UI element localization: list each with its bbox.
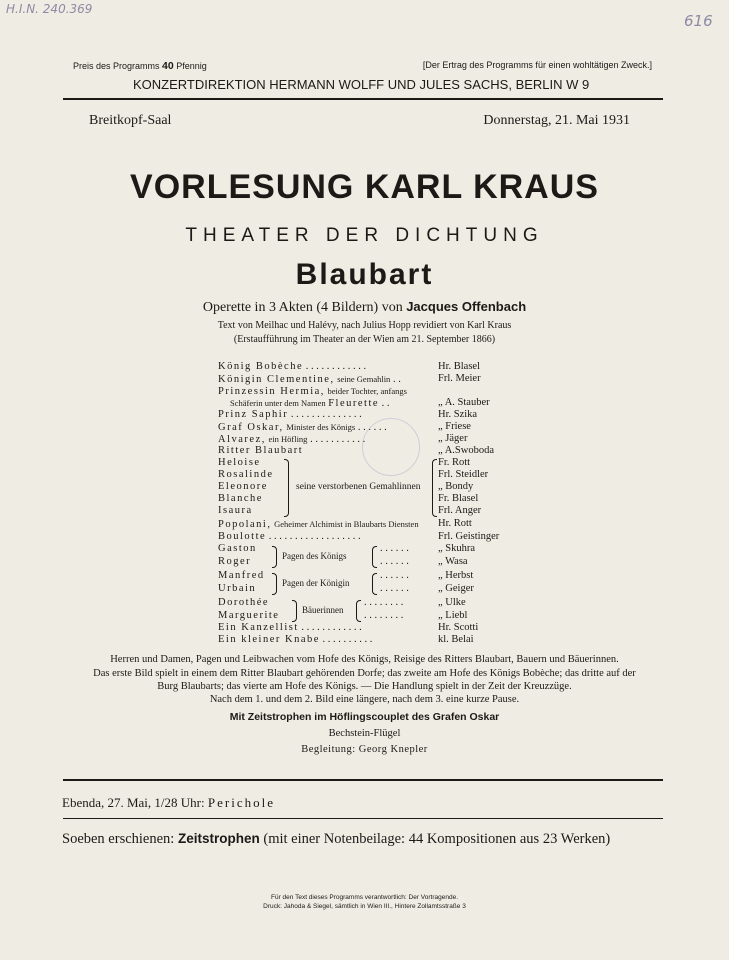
left-brace xyxy=(284,459,289,517)
cast-row xyxy=(218,493,263,505)
role-name: König Bobèche xyxy=(218,361,304,372)
role-name: Popolani, xyxy=(218,519,272,530)
role-name: Boulotte xyxy=(218,531,267,542)
role-name: Königin Clementine, xyxy=(218,374,335,385)
leader-dots: . . . . . . . . xyxy=(364,597,404,608)
leader-dots: . . . . . . xyxy=(380,570,409,581)
footer-printer: Druck: Jahoda & Siegel, sämtlich in Wien III., Hintere Zollamtsstraße 3 xyxy=(263,903,466,910)
leader-dots: . . . . . . xyxy=(380,556,409,567)
actor-name: Hr. Scotti xyxy=(438,622,479,633)
role-name: Ritter Blaubart xyxy=(218,445,304,456)
cast-row: Alvarez, ein Höfling . . . . . . . . . . . xyxy=(218,434,366,445)
role-note: Schäferin unter dem Namen xyxy=(230,398,326,408)
actor-name: kl. Belai xyxy=(438,634,474,645)
role-note: Minister des Königs xyxy=(286,422,356,432)
concert-date: Donnerstag, 21. Mai 1931 xyxy=(483,113,630,128)
work-title: Blaubart xyxy=(295,258,434,291)
role-name: Manfred xyxy=(218,570,265,581)
leader-dots: . . . . . . xyxy=(380,583,409,594)
role-note: beider Tochter, anfangs xyxy=(327,386,407,396)
announcement xyxy=(62,831,610,848)
actor-name: „ A. Stauber xyxy=(438,397,490,408)
role-name: Ein kleiner Knabe xyxy=(218,634,320,645)
cast-row xyxy=(218,445,303,457)
role-name: Graf Oskar, xyxy=(218,422,284,433)
price-label: Preis des Programms xyxy=(73,61,160,71)
charity-note: [Der Ertrag des Programms für einen wohltätigen Zweck.] xyxy=(422,60,652,70)
role-name: Urbain xyxy=(218,583,257,594)
cast-row: Prinz Saphir . . . . . . . . . . . . . . xyxy=(218,409,362,420)
cast-row: Ein kleiner Knabe . . . . . . . . . . xyxy=(218,634,373,645)
actor-name: „ Herbst xyxy=(438,570,474,581)
chorus-note: Herren und Damen, Pagen und Leibwachen vom Hofe des Königs, Reisige des Ritters Blaubart, Bauern und Bäuerinnen. xyxy=(110,654,619,665)
page-number: 616 xyxy=(684,12,713,30)
right-brace xyxy=(356,600,361,622)
cast-row xyxy=(218,457,261,469)
actor-name: „ Ulke xyxy=(438,597,466,608)
cast-row xyxy=(218,518,419,530)
announce-title: Zeitstrophen xyxy=(177,831,260,846)
role-name: Blanche xyxy=(218,493,263,504)
right-brace xyxy=(372,546,377,568)
role-name: Prinz Saphir xyxy=(218,409,289,420)
cast-row xyxy=(218,610,279,622)
role-name: Marguerite xyxy=(218,610,280,621)
cast-row: Ein Kanzellist . . . . . . . . . . . . xyxy=(218,622,362,633)
actor-name: Fr. Blasel xyxy=(438,493,479,504)
cast-row: König Bobèche . . . . . . . . . . . . xyxy=(218,361,367,372)
cast-row xyxy=(218,556,251,568)
actor-name: Frl. Steidler xyxy=(438,469,489,480)
actor-name: „ Wasa xyxy=(438,556,468,567)
cast-row xyxy=(218,505,253,517)
left-brace xyxy=(292,600,297,622)
divider xyxy=(63,818,663,819)
group-label: Pagen der Königin xyxy=(282,578,350,588)
cast-row xyxy=(218,481,268,493)
role-name: Heloise xyxy=(218,457,261,468)
work-subtitle xyxy=(0,299,729,316)
role-name: Fleurette xyxy=(328,398,380,409)
role-name: Alvarez, xyxy=(218,434,266,445)
next-performance xyxy=(62,795,275,811)
role-name: Rosalinde xyxy=(218,469,274,480)
price-amount: 40 xyxy=(162,60,174,72)
actor-name: „ Skuhra xyxy=(438,543,476,554)
composer-name: Jacques Offenbach xyxy=(406,299,527,314)
role-name: Prinzessin Hermia, xyxy=(218,386,325,397)
cast-row xyxy=(218,385,407,397)
library-stamp xyxy=(362,418,420,476)
actor-name: Hr. Rott xyxy=(438,518,472,529)
text-credits: Text von Meilhac und Halévy, nach Julius Hopp revidiert von Karl Kraus xyxy=(217,320,512,331)
price-currency: Pfennig xyxy=(176,61,207,71)
left-brace xyxy=(272,546,277,568)
premiere-note: (Erstaufführung im Theater an der Wien am 21. September 1866) xyxy=(233,334,496,345)
header-rule xyxy=(63,98,663,100)
zeitstrophen-note: Mit Zeitstrophen im Höflingscouplet des Grafen Oskar xyxy=(229,711,500,723)
price-line xyxy=(73,60,207,72)
cast-row xyxy=(218,543,257,555)
announce-post: (mit einer Notenbeilage: 44 Kompositionen aus 23 Werken) xyxy=(263,831,611,847)
role-note: seine Gemahlin xyxy=(337,374,391,384)
actor-name: Hr. Szika xyxy=(438,409,478,420)
cast-row xyxy=(218,583,256,595)
agency-line: KONZERTDIREKTION HERMANN WOLFF UND JULES SACHS, BERLIN W 9 xyxy=(133,77,590,92)
actor-name: „ Geiger xyxy=(438,583,474,594)
right-brace xyxy=(372,573,377,595)
series-title: THEATER DER DICHTUNG xyxy=(185,225,544,246)
leader-dots: . . . . . . . . xyxy=(364,610,404,621)
divider xyxy=(63,779,663,781)
role-name: Ein Kanzellist xyxy=(218,622,299,633)
shelfmark: H.I.N. 240.369 xyxy=(6,2,93,16)
cast-row: Königin Clementine, seine Gemahlin . . xyxy=(218,374,401,385)
left-brace xyxy=(272,573,277,595)
cast-row: Boulotte . . . . . . . . . . . . . . . . . . xyxy=(218,531,361,542)
role-name: Eleonore xyxy=(218,481,268,492)
wives-group-label: seine verstorbenen Gemahlinnen xyxy=(296,482,421,492)
actor-name: „ Liebl xyxy=(438,610,468,621)
scenes-note: Burg Blaubarts; das vierte am Hofe des Königs. — Die Handlung spielt in der Zeit der Kreuzzüge. xyxy=(157,681,572,692)
actor-name: Frl. Meier xyxy=(438,373,481,384)
actor-name: Frl. Anger xyxy=(438,505,482,516)
group-label: Bäuerinnen xyxy=(302,605,344,615)
role-name: Roger xyxy=(218,556,252,567)
actor-name: „ Friese xyxy=(438,421,471,432)
role-name: Gaston xyxy=(218,543,257,554)
actor-name: Fr. Rott xyxy=(438,457,471,468)
next-date: Ebenda, 27. Mai, 1/28 Uhr: xyxy=(62,795,205,810)
role-note: Geheimer Alchimist in Blaubarts Diensten xyxy=(274,519,419,529)
page-title: VORLESUNG KARL KRAUS xyxy=(130,168,599,206)
accompaniment-note: Begleitung: Georg Knepler xyxy=(301,744,428,755)
actor-name: „ Bondy xyxy=(438,481,474,492)
cast-row xyxy=(218,469,274,481)
role-note: ein Höfling xyxy=(268,434,308,444)
actor-name: Frl. Geistinger xyxy=(438,531,500,542)
leader-dots: . . . . . . xyxy=(380,543,409,554)
footer-responsibility: Für den Text dieses Programms verantwortlich: Der Vortragende. xyxy=(270,894,459,901)
cast-row xyxy=(218,570,265,582)
cast-row: Graf Oskar, Minister des Königs . . . . . . xyxy=(218,422,387,433)
pause-note: Nach dem 1. und dem 2. Bild eine längere, nach dem 3. eine kurze Pause. xyxy=(209,694,520,705)
group-label: Pagen des Königs xyxy=(282,551,347,561)
role-name: Isaura xyxy=(218,505,253,516)
role-name: Dorothée xyxy=(218,597,270,608)
actor-name: „ Jäger xyxy=(438,433,468,444)
venue-hall: Breitkopf-Saal xyxy=(89,113,172,128)
announce-pre: Soeben erschienen: xyxy=(62,831,175,847)
cast-row xyxy=(218,597,269,609)
actor-name: „ A.Swoboda xyxy=(438,445,494,456)
subtitle-text: Operette in 3 Akten (4 Bildern) von xyxy=(202,300,403,315)
scenes-note: Das erste Bild spielt in einem dem Ritter Blaubart gehörenden Dorfe; das zweite am Hofe des Königs Bobèche; das dritte auf der xyxy=(93,668,636,679)
next-work: Perichole xyxy=(207,795,275,810)
actor-name: Hr. Blasel xyxy=(438,361,480,372)
cast-row: Schäferin unter dem Namen Fleurette . . xyxy=(230,398,390,409)
piano-note: Bechstein-Flügel xyxy=(328,728,401,739)
right-brace xyxy=(432,459,437,517)
